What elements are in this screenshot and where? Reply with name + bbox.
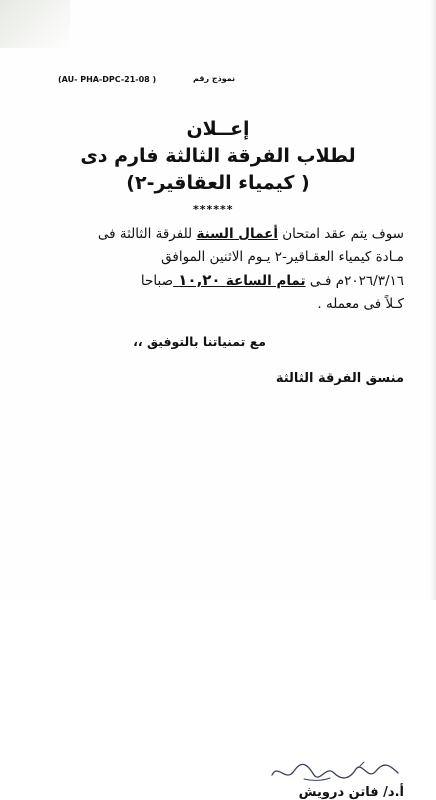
exam-time: ١٠,٢٠ <box>173 271 226 289</box>
body-line-3 <box>26 269 404 293</box>
body-line-2: مـادة كيمياء العقـاقير-٢ يـوم الاثنين الموافق <box>161 249 404 265</box>
exam-time-label: تمام الساعة <box>225 273 306 289</box>
exam-date: ٢٠٢٦/٣/١٦م فـى <box>305 273 404 289</box>
exam-type: أعمال السنة <box>196 226 278 242</box>
body-text-fragment: للفرقة الثالثة فى <box>97 226 197 242</box>
body-text-fragment: صباحا <box>140 273 174 289</box>
body-text-fragment: سوف يتم عقد امتحان <box>277 226 404 242</box>
announcement-title <box>0 116 436 197</box>
body-line-1 <box>26 223 404 246</box>
handwritten-signature <box>264 757 404 787</box>
form-number-label: نموذج رقم <box>193 74 236 83</box>
scan-artifact <box>0 0 70 48</box>
title-course: ( كيمياء العقاقير-٢) <box>126 172 310 194</box>
closing-wish: مع تمنياتنا بالتوفيق ،، <box>133 334 266 349</box>
signature-block <box>275 371 404 800</box>
signatory-name: أ.د/ فاتن درويش <box>298 785 404 800</box>
signature-scribble <box>264 757 404 787</box>
separator-stars: ****** <box>193 203 234 216</box>
announcement-body <box>26 223 404 316</box>
body-line-4: كـلاً فى معمله . <box>317 296 404 312</box>
signatory-title: منسق الفرقة الثالثة <box>275 371 404 386</box>
scan-edge <box>430 0 436 600</box>
title-announcement: إعــلان <box>186 118 250 140</box>
form-code: (AU- PHA-DPC-21-08 ) <box>58 75 157 84</box>
title-audience: لطلاب الفرقة الثالثة فارم دى <box>80 145 356 167</box>
